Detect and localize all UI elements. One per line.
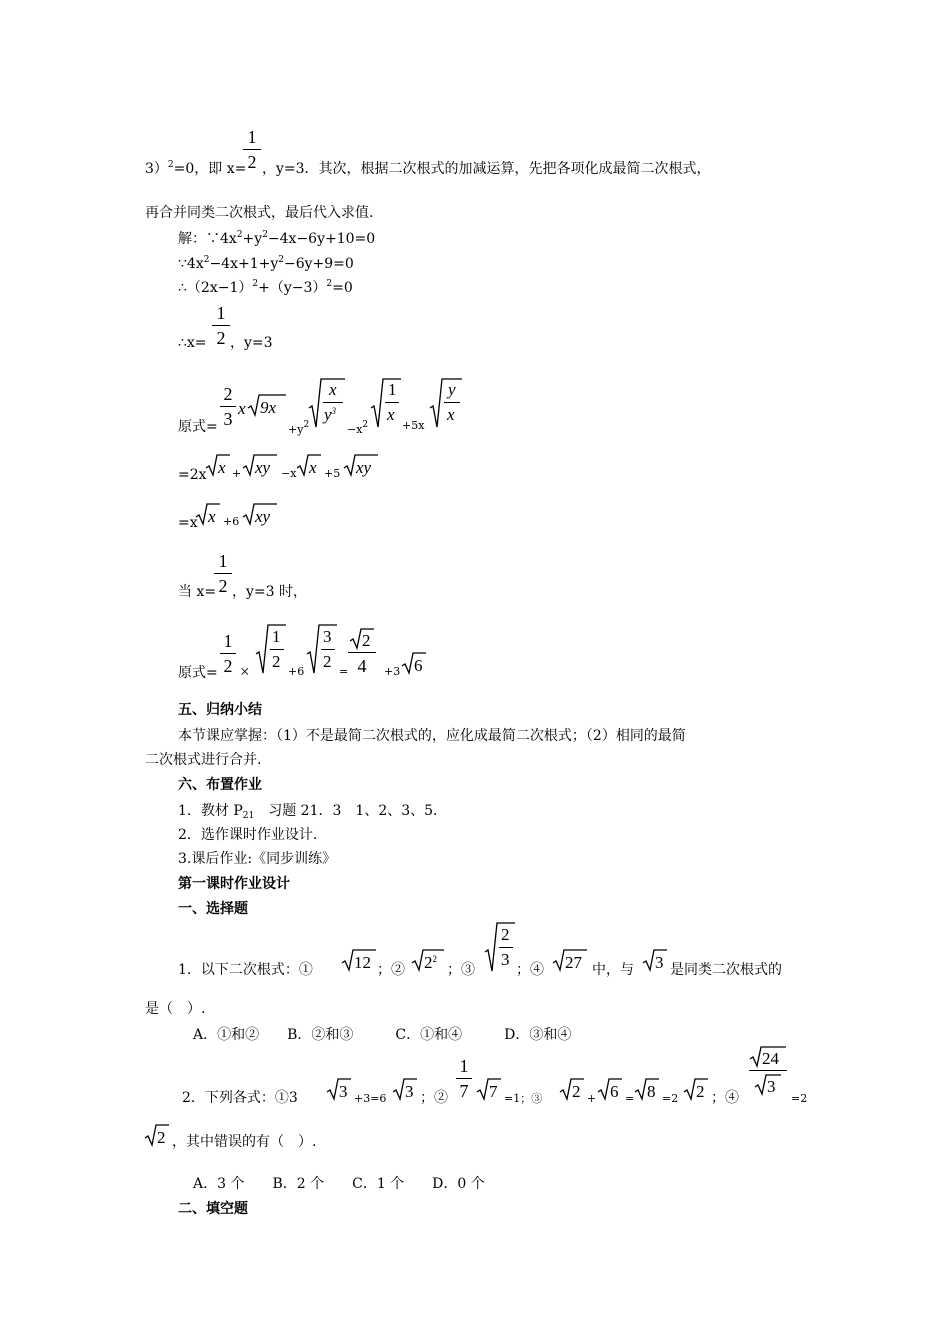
q1-root-12: 12: [342, 949, 376, 973]
q2-frac-root-3: 3: [755, 1074, 781, 1096]
expr1-lead: 原式=: [178, 419, 218, 435]
expr2-plus-5: +5: [324, 467, 341, 480]
q2-root-6: 8: [635, 1078, 659, 1102]
expr1-plus-5x: +5x: [402, 419, 425, 432]
expr1-minus-x2: $-x^2$: [347, 420, 369, 436]
radical-sign: [430, 378, 462, 430]
expr3-plus-6: +6: [223, 515, 240, 528]
expr4-fraction: 1 2: [214, 552, 232, 595]
heading-homework: 六、布置作业: [178, 777, 262, 793]
expr5-root1: 1 2: [256, 624, 286, 676]
expr3-lead: =x: [178, 515, 198, 531]
q1-root-3: 3: [643, 949, 667, 973]
q2-sep-4: +: [587, 1092, 597, 1105]
expr5-root2: 3 2: [307, 624, 337, 676]
q1-sep-4: ；④: [516, 962, 544, 978]
expr5-fraction: 1 2: [220, 632, 236, 675]
q2-sep-3: =1；③: [504, 1092, 543, 1105]
q2-sep-2: ；②: [420, 1090, 448, 1106]
q2-sep-6: =2: [662, 1092, 679, 1105]
radical-sign: [371, 378, 401, 430]
intro-line-1: 3）$^2$=0，即 x=: [145, 160, 247, 177]
q1-sep-2: ；②: [377, 962, 405, 978]
q2-root-3: 7: [477, 1078, 501, 1102]
q1-root-2sq: $2^2$: [412, 949, 444, 973]
q2-options: A．3 个 B．2 个 C．1 个 D．0 个: [193, 1176, 485, 1192]
expr5-times: ×: [240, 662, 250, 681]
expr5-plus-3: +3: [384, 665, 401, 678]
q2-root-2: 3: [393, 1078, 417, 1102]
heading-design: 第一课时作业设计: [178, 876, 290, 892]
q2-sep-1: +3=6: [354, 1092, 387, 1105]
fraction-half-2: 1 2: [212, 304, 230, 347]
expr4-lead: 当 x=: [178, 584, 217, 600]
expr1-plus-y2: $+y^2$: [288, 420, 310, 436]
expr5-equals: =: [339, 665, 349, 678]
solution-step-3: $\therefore(2x-1)^2+(y-3)^2=0$: [178, 279, 353, 296]
expr5-fraction-2: 2 4: [348, 628, 376, 675]
q1-options: A．①和② B．②和③ C．①和④ D．③和④: [193, 1027, 572, 1043]
q1-line-2: 是（ ）.: [145, 1001, 206, 1017]
solution-step-4-tail: ，y=3: [230, 335, 273, 351]
expr2-root3: x: [297, 454, 321, 478]
expr1-root2: x $y^3$: [309, 378, 345, 430]
expr2-root2: xy: [243, 454, 277, 478]
radical-sign: [485, 922, 515, 974]
q2-frac-root-24: 24: [750, 1046, 786, 1068]
expr2-root1: x: [206, 454, 230, 478]
radical-sign: [256, 624, 286, 676]
q1-lead: 1．以下二次根式：①: [178, 962, 313, 978]
q2-lead: 2．下列各式：①3: [182, 1090, 298, 1106]
q2-sep-5: =: [625, 1092, 635, 1105]
q2-fraction-roots: [749, 1046, 787, 1096]
summary-text-1: 本节课应掌握：（1）不是最简二次根式的，应化成最简二次根式；（2）相同的最简: [178, 728, 686, 744]
solution-step-1: 解：$\because 4x^2+y^2-4x-6y+10=0$: [178, 230, 376, 247]
expr5-frac-root: 2: [350, 628, 374, 650]
heading-summary: 五、归纳小结: [178, 702, 262, 718]
expr2-root4: xy: [344, 454, 378, 478]
expr2-lead: =2x: [178, 467, 207, 483]
q2-root-1: 3: [327, 1078, 351, 1102]
solution-step-4: ∴x=: [178, 335, 207, 351]
heading-fill-blank: 二、填空题: [178, 1201, 248, 1217]
q2-line-2: ，其中错误的有（ ）.: [172, 1134, 317, 1150]
expr2-plus: +: [232, 467, 242, 480]
expr1-x: x: [238, 399, 246, 418]
expr5-root3: 6: [402, 652, 426, 676]
intro-line-2: 再合并同类二次根式，最后代入求值.: [145, 205, 374, 221]
q2-root-5: 6: [598, 1078, 622, 1102]
q2-line2-root: 2: [145, 1124, 169, 1148]
homework-3: 3.课后作业:《同步训练》: [178, 851, 337, 867]
q1-sep-3: ；③: [447, 962, 475, 978]
q1-root-27: 27: [553, 949, 587, 973]
expr1-root1: 9x: [248, 394, 286, 418]
expr5-lead: 原式=: [178, 665, 218, 681]
q1-sep-5: 中，与: [592, 962, 634, 978]
fraction-half: 1 2: [243, 128, 261, 171]
expr3-root2: xy: [243, 503, 277, 527]
q1-sep-6: 是同类二次根式的: [670, 962, 782, 978]
expr4-tail: ，y=3 时，: [232, 584, 307, 600]
q2-fraction: 1 7: [456, 1057, 472, 1100]
q2-sep-8: =2: [791, 1092, 808, 1105]
radical-sign: [307, 624, 337, 676]
expr1-root4: y x: [430, 378, 462, 430]
intro-line-1-tail: ，y=3．其次，根据二次根式的加减运算，先把各项化成最简二次根式，: [262, 161, 711, 177]
heading-choice: 一、选择题: [178, 901, 248, 917]
q2-sep-7: ；④: [711, 1090, 739, 1106]
expr1-coef: 2 3: [220, 385, 236, 428]
q2-root-4: 2: [560, 1078, 584, 1102]
expr1-root3: 1 x: [371, 378, 401, 430]
q2-root-7: 2: [684, 1078, 708, 1102]
expr3-root1: x: [196, 503, 220, 527]
summary-text-2: 二次根式进行合并.: [145, 752, 262, 768]
expr2-minus-x: −x: [281, 467, 297, 480]
homework-2: 2．选作课时作业设计.: [178, 827, 318, 843]
homework-1: 1．教材 $P_{21}$ 习题 21．3 1、2、3、5．: [178, 803, 448, 821]
solution-step-2: $\because 4x^2-4x+1+y^2-6y+9=0$: [178, 255, 354, 272]
expr5-plus-6: +6: [288, 665, 305, 678]
q1-root-2-3: 2 3: [485, 922, 515, 974]
